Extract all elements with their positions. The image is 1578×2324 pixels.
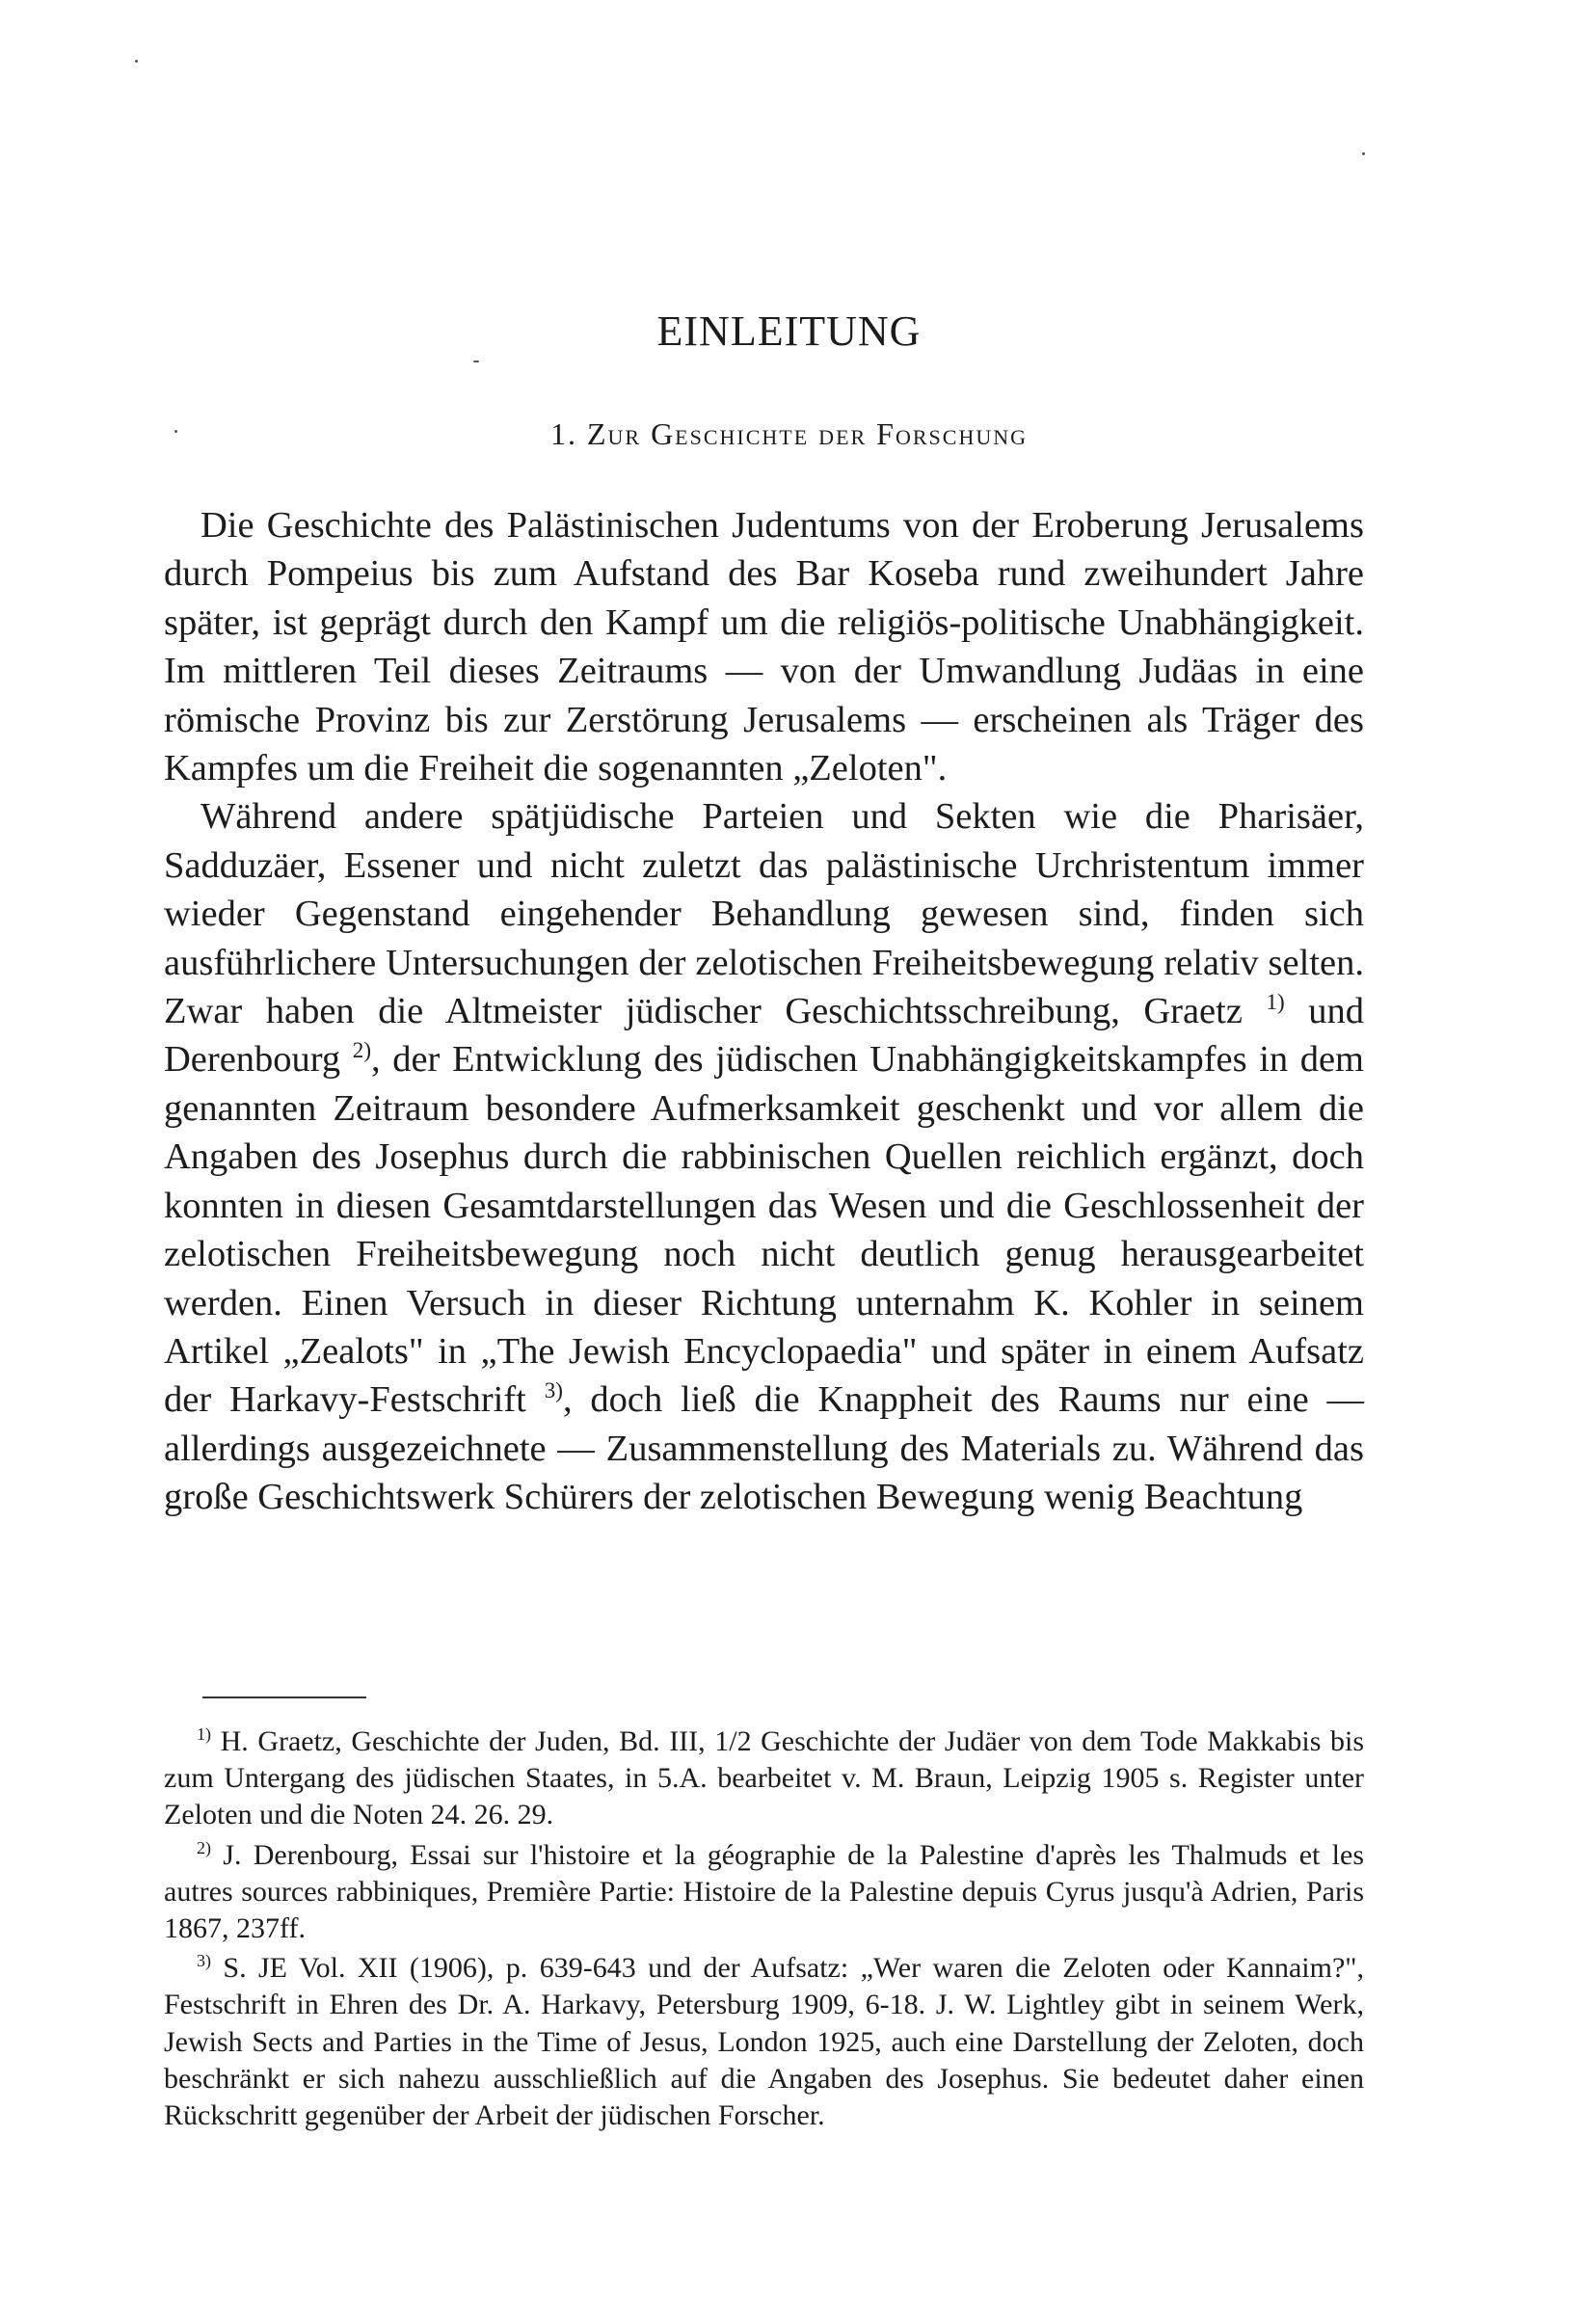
footnote-text-3: S. JE Vol. XII (1906), p. 639-643 und der Aufsatz: „Wer waren die Zeloten oder Kannaim?", Festschrift in Ehren des Dr. A. Harkavy, Petersburg 1909, 6-18. J. W. Lightley gibt in seinem Werk, Jewish Sects and Parties in the Time of Jesus, London 1925, auch eine Darstellung der Zeloten, doch beschränkt er sich nahezu ausschließlich auf die Angaben des Josephus. Sie bedeutet daher einen Rückschritt gegenüber der Arbeit der jüdischen Forscher. — [164, 1952, 1364, 2132]
paragraph-2-part-d: , doch ließ die Knappheit des Raums nur eine — allerdings ausgezeichnete — Zusammenstellung des Materials zu. Während das große Geschichtswerk Schürers der zelotischen Bewegung wenig Beachtung — [164, 1379, 1364, 1518]
scan-speck — [473, 361, 479, 362]
paragraph-1: Die Geschichte des Palästinischen Judentums von der Eroberung Jerusalems durch Pompeius bis zum Aufstand des Bar Koseba rund zweihundert Jahre später, ist geprägt durch den Kampf um die religiös-politische Unabhängigkeit. Im mittleren Teil dieses Zeitraums — von der Umwandlung Judäas in eine römische Provinz bis zur Zerstörung Jerusalems — erscheinen als Träger des Kampfes um die Freiheit die sogenannten „Zeloten". — [164, 505, 1364, 789]
paragraph-2 — [164, 792, 1364, 1521]
scan-speck — [1362, 152, 1365, 155]
footnote-text-2: J. Derenbourg, Essai sur l'histoire et la géographie de la Palestine d'après les Thalmuds et les autres sources rabbiniques, Première Partie: Histoire de la Palestine depuis Cyrus jusqu'à Adrien, Paris 1867, 237ff. — [164, 1838, 1365, 1945]
section-title: 1. Zur Geschichte der Forschung — [549, 416, 1029, 451]
footnotes — [164, 1723, 1364, 2137]
chapter-title: EINLEITUNG — [656, 307, 922, 355]
footnote-mark-2: 2) — [197, 1837, 211, 1857]
footnote-2 — [164, 1837, 1364, 1948]
footnote-divider — [202, 1696, 366, 1698]
footnote-ref-1[interactable]: 1) — [1266, 989, 1285, 1015]
paragraph-2-part-a: Während andere spätjüdische Parteien und Sekten wie die Pharisäer, Sadduzäer, Essener und nicht zuletzt das palästinische Urchristentum immer wieder Gegenstand eingehender Behandlung gewesen sind, finden sich ausführlichere Untersuchungen der zelotischen Freiheitsbewegung relativ selten. Zwar haben die Altmeister jüdischer Geschichtsschreibung, Graetz — [164, 796, 1364, 1032]
paragraph-2-part-b: und Derenbourg — [164, 991, 1364, 1081]
footnote-ref-2[interactable]: 2) — [352, 1037, 372, 1063]
paragraph-2-part-c: , der Entwicklung des jüdischen Unabhängigkeitskampfes in dem genannten Zeitraum besondere Aufmerksamkeit geschenkt und vor allem die Angaben des Josephus durch die rabbinischen Quellen reichlich ergänzt, doch konnten in diesen Gesamtdarstellungen das Wesen und die Geschlossenheit der zelotischen Freiheitsbewegung noch nicht deutlich genug herausgearbeitet werden. Einen Versuch in dieser Richtung unternahm K. Kohler in seinem Artikel „Zealots" in „The Jewish Encyclopaedia" und später in einem Aufsatz der Harkavy-Festschrift — [164, 1039, 1365, 1421]
footnote-ref-3[interactable]: 3) — [544, 1377, 563, 1403]
footnote-1 — [164, 1723, 1364, 1834]
footnote-text-1: H. Graetz, Geschichte der Juden, Bd. III, 1/2 Geschichte der Judäer von dem Tode Makkabis bis zum Untergang des jüdischen Staates, in 5.A. bearbeitet v. M. Braun, Leipzig 1905 s. Register unter Zeloten und die Noten 24. 26. 29. — [164, 1725, 1364, 1831]
footnote-3 — [164, 1950, 1364, 2134]
scan-speck — [135, 60, 138, 63]
footnote-mark-1: 1) — [197, 1724, 211, 1744]
footnote-mark-3: 3) — [197, 1951, 211, 1971]
body-text — [164, 501, 1364, 1522]
